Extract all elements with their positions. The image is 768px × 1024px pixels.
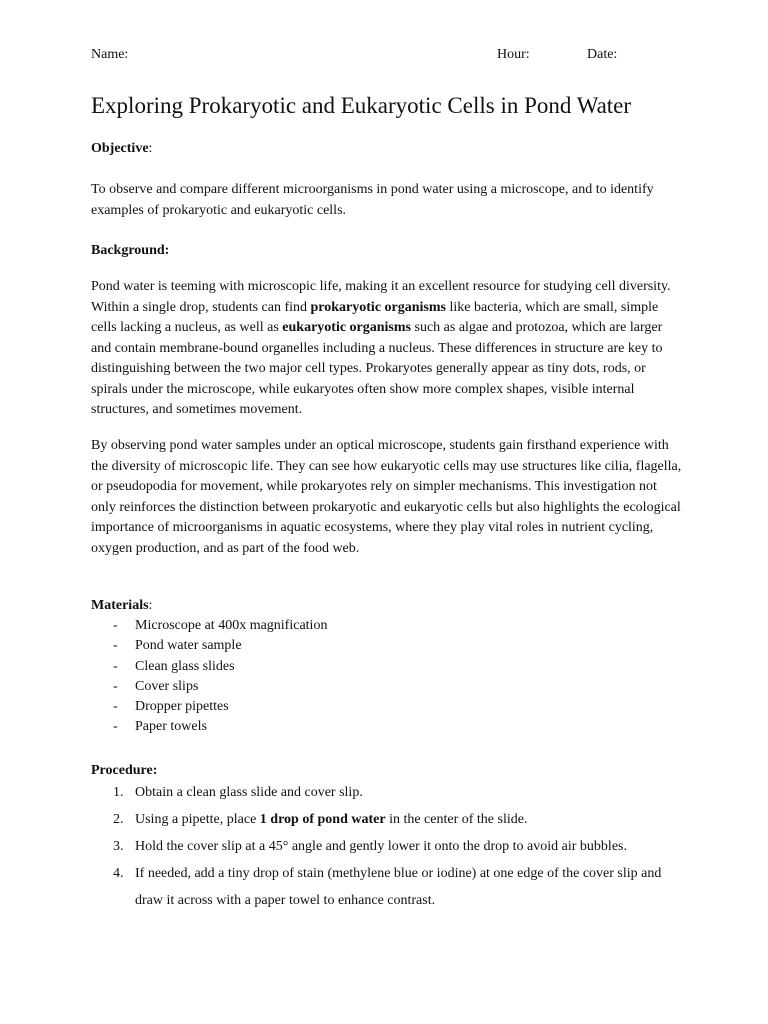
materials-label: Materials [91,598,149,613]
list-dash: - [113,618,118,633]
date-label: Date: [587,47,618,62]
material-item-text: Clean glass slides [135,658,235,674]
hour-label: Hour: [497,47,530,62]
step-number: 1. [113,785,124,800]
list-dash: - [113,638,118,654]
list-dash: - [113,658,118,674]
list-item [91,677,327,697]
step-text: If needed, add a tiny drop of stain (methylene blue or iodine) at one edge of the cover slip and draw it across with a paper towel to enhance contrast. [135,866,662,908]
student-info-header [91,47,691,65]
objective-heading [91,139,683,160]
materials-heading [91,596,683,617]
list-item [91,616,327,636]
materials-list [91,616,327,738]
background-p1-bold-prokaryotic: prokaryotic organisms [310,299,446,315]
procedure-heading: Procedure: [91,763,158,778]
step-text-bold: 1 drop of pond water [259,812,386,827]
background-p1-text-a: Pond water is teeming with microscopic life, making it an excellent resource for studying cell diversity. Within a single drop, students can find [91,279,671,315]
procedure-step [91,833,691,860]
document-title: Exploring Prokaryotic and Eukaryotic Cells in Pond Water [91,93,632,118]
objective-text: To observe and compare different microorganisms in pond water using a microscope, and to identify examples of prokaryotic and eukaryotic cells. [91,182,654,218]
objective-label-suffix: : [148,141,153,156]
material-item-text: Dropper pipettes [135,699,229,715]
list-dash: - [113,719,118,735]
step-number: 3. [113,839,124,854]
procedure-step [91,806,691,833]
background-paragraph-2: By observing pond water samples under an optical microscope, students gain firsthand experience with the diversity of microscopic life. They can see how eukaryotic cells may use structures like cilia, flagella, or pseudopodia for movement, while prokaryotes rely on simpler mechanisms. This investigation not only reinforces the distinction between prokaryotic and eukaryotic cells but also highlights the ecological importance of microorganisms in aquatic ecosystems, where they play vital roles in nutrient cycling, oxygen production, and as part of the food web. [91,438,682,556]
step-text: Hold the cover slip at a 45° angle and gently lower it onto the drop to avoid air bubbles. [135,839,627,854]
list-item [91,657,327,677]
procedure-step [91,779,691,806]
step-text-a: Using a pipette, place [135,812,260,827]
background-p1-text-c: like bacteria, which are small, simple cells lacking a nucleus, as well as [91,299,659,335]
procedure-step [91,860,691,914]
list-item [91,697,327,717]
material-item-text: Microscope at 400x magnification [135,618,328,633]
material-item-text: Pond water sample [135,638,242,654]
material-item-text: Paper towels [135,719,207,735]
materials-label-suffix: : [148,598,153,613]
name-label: Name: [91,47,129,62]
step-number: 2. [113,812,124,827]
procedure-list [91,779,691,914]
background-p1-text-e: such as algae and protozoa, which are larger and contain membrane-bound organelles including a nucleus. These differences in structure are key to distinguishing between the two major cell types. Prokaryotes generally appear as tiny dots, rods, or spirals under the microscope, while eukaryotes often show more complex shapes, visible internal structures, and sometimes movement. [91,320,663,417]
objective-label: Objective [91,141,149,156]
background-heading: Background: [91,243,170,258]
list-dash: - [113,699,118,715]
background-p1-bold-eukaryotic: eukaryotic organisms [282,320,411,335]
material-item-text: Cover slips [135,678,199,694]
list-item [91,636,327,656]
step-text-b: in the center of the slide. [385,812,528,827]
list-item [91,717,327,737]
step-text: Obtain a clean glass slide and cover slip. [135,785,363,800]
step-number: 4. [113,866,124,881]
background-paragraph-1 [91,277,683,421]
list-dash: - [113,678,118,694]
